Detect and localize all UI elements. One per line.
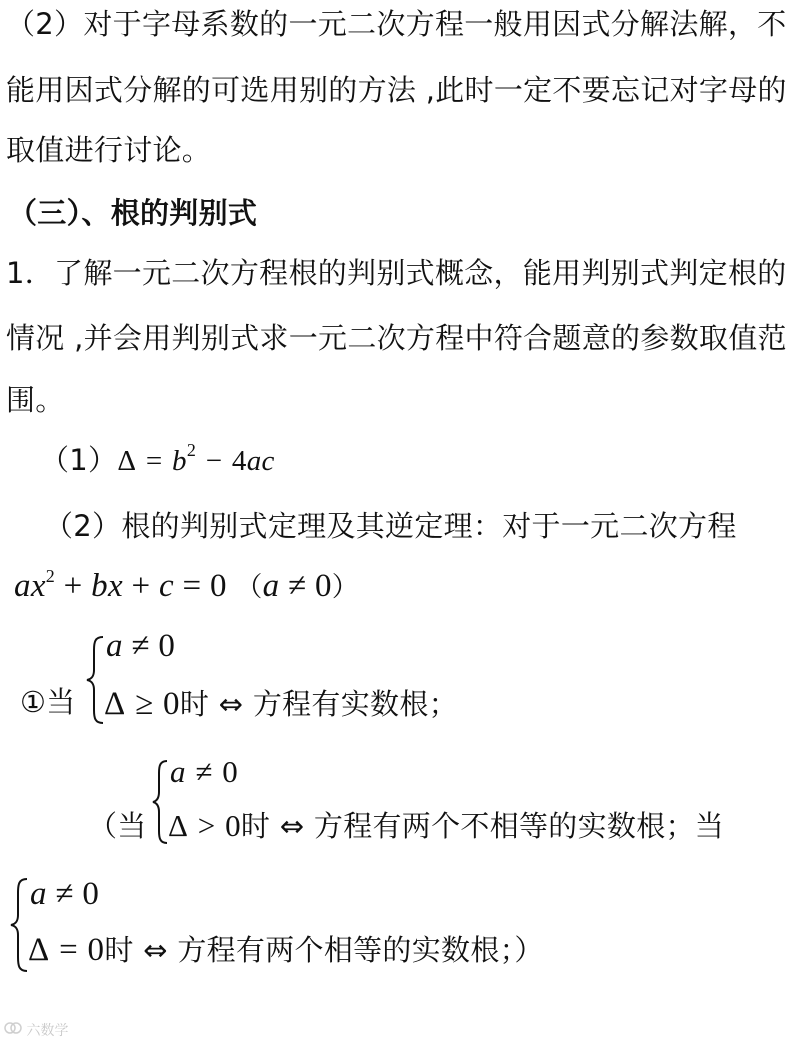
case-2-brace (150, 758, 170, 846)
equals-sign: = (145, 445, 163, 477)
case-3-zero-2: 0 (87, 932, 105, 968)
case-2-top-condition (170, 752, 238, 792)
eq-x: x (30, 568, 46, 604)
minus-sign: − (205, 445, 223, 477)
case-3-bottom-condition (28, 930, 544, 970)
condition-not-equal: ≠ (288, 568, 307, 604)
item-1-line-2: 情况 ,并会用判别式求一元二次方程中符合题意的参数取值范 (6, 321, 787, 355)
eq-plus-2: + (131, 568, 151, 604)
case-3-op: = (59, 932, 78, 968)
case-1-bottom-condition (104, 684, 458, 724)
exponent: 2 (186, 440, 197, 460)
paragraph-2-line-2: 能用因式分解的可选用别的方法 ,此时一定不要忘记对字母的 (6, 73, 787, 107)
eq-plus-1: + (63, 568, 83, 604)
eq-b: b (91, 568, 108, 604)
case-1-shi: 时 (179, 687, 210, 721)
eq-x-2: x (107, 568, 123, 604)
condition-close-paren: ） (331, 572, 360, 603)
var-b: b (172, 445, 187, 477)
paragraph-2-line-3: 取值进行讨论。 (6, 133, 212, 167)
case-1-not-equal: ≠ (131, 628, 150, 664)
logo-icon (4, 1021, 22, 1039)
eq-a: a (14, 568, 31, 604)
case-1-marker: ①当 (20, 685, 76, 719)
watermark (4, 1020, 68, 1040)
var-ac: ac (246, 445, 275, 477)
case-2-zero-2: 0 (225, 808, 241, 843)
delta-symbol: Δ (117, 445, 137, 477)
theorem-statement: （2）根的判别式定理及其逆定理：对于一元二次方程 (44, 509, 737, 543)
case-3-top-condition (30, 874, 99, 914)
case-2-prefix: （当 (88, 809, 147, 843)
case-2-result: 方程有两个不相等的实数根；当 (313, 809, 725, 843)
coef-4: 4 (231, 445, 247, 477)
case-2-delta: Δ (168, 808, 189, 843)
case-1-zero: 0 (158, 628, 176, 664)
case-2-bottom-condition (168, 806, 724, 846)
item-1-line-1: 1．了解一元二次方程根的判别式概念，能用判别式判定根的 (6, 256, 787, 290)
case-2-op: > (197, 808, 216, 843)
case-1-result: 方程有实数根； (252, 687, 458, 721)
iff-symbol-3: ⇔ (143, 933, 168, 967)
discriminant-formula (40, 440, 275, 481)
case-2-not-equal: ≠ (195, 754, 213, 789)
case-3-a: a (30, 876, 47, 912)
case-2-a: a (170, 754, 186, 789)
condition-zero: 0 (314, 568, 332, 604)
eq-exponent: 2 (45, 566, 56, 586)
paragraph-2-line-1: （2）对于字母系数的一元二次方程一般用因式分解法解，不 (6, 7, 787, 41)
iff-symbol-2: ⇔ (279, 809, 305, 843)
case-1-brace (84, 634, 106, 726)
eq-zero: 0 (209, 568, 227, 604)
eq-equals: = (182, 568, 202, 604)
case-3-not-equal: ≠ (55, 876, 74, 912)
formula-label: （1） (40, 443, 118, 477)
item-1-line-3: 围。 (6, 383, 65, 417)
iff-symbol: ⇔ (218, 687, 244, 721)
case-1-op: ≥ (135, 686, 154, 722)
eq-c: c (158, 568, 174, 604)
quadratic-equation (14, 566, 359, 608)
section-heading: （三）、根的判别式 (8, 196, 258, 230)
condition-open-paren: （ (235, 572, 263, 603)
case-3-zero: 0 (82, 876, 100, 912)
case-3-delta: Δ (28, 932, 50, 968)
case-1-top-condition (106, 626, 175, 666)
watermark-text: 六数学 (26, 1023, 69, 1039)
condition-a: a (262, 568, 280, 604)
case-1-a: a (106, 628, 123, 664)
case-1-zero-2: 0 (163, 686, 180, 722)
case-1-delta: Δ (104, 686, 126, 722)
case-3-shi: 时 (104, 933, 134, 967)
case-2-shi: 时 (240, 809, 271, 843)
case-3-result: 方程有两个相等的实数根；） (177, 933, 544, 967)
case-3-brace (8, 876, 30, 974)
case-2-zero: 0 (222, 754, 239, 789)
